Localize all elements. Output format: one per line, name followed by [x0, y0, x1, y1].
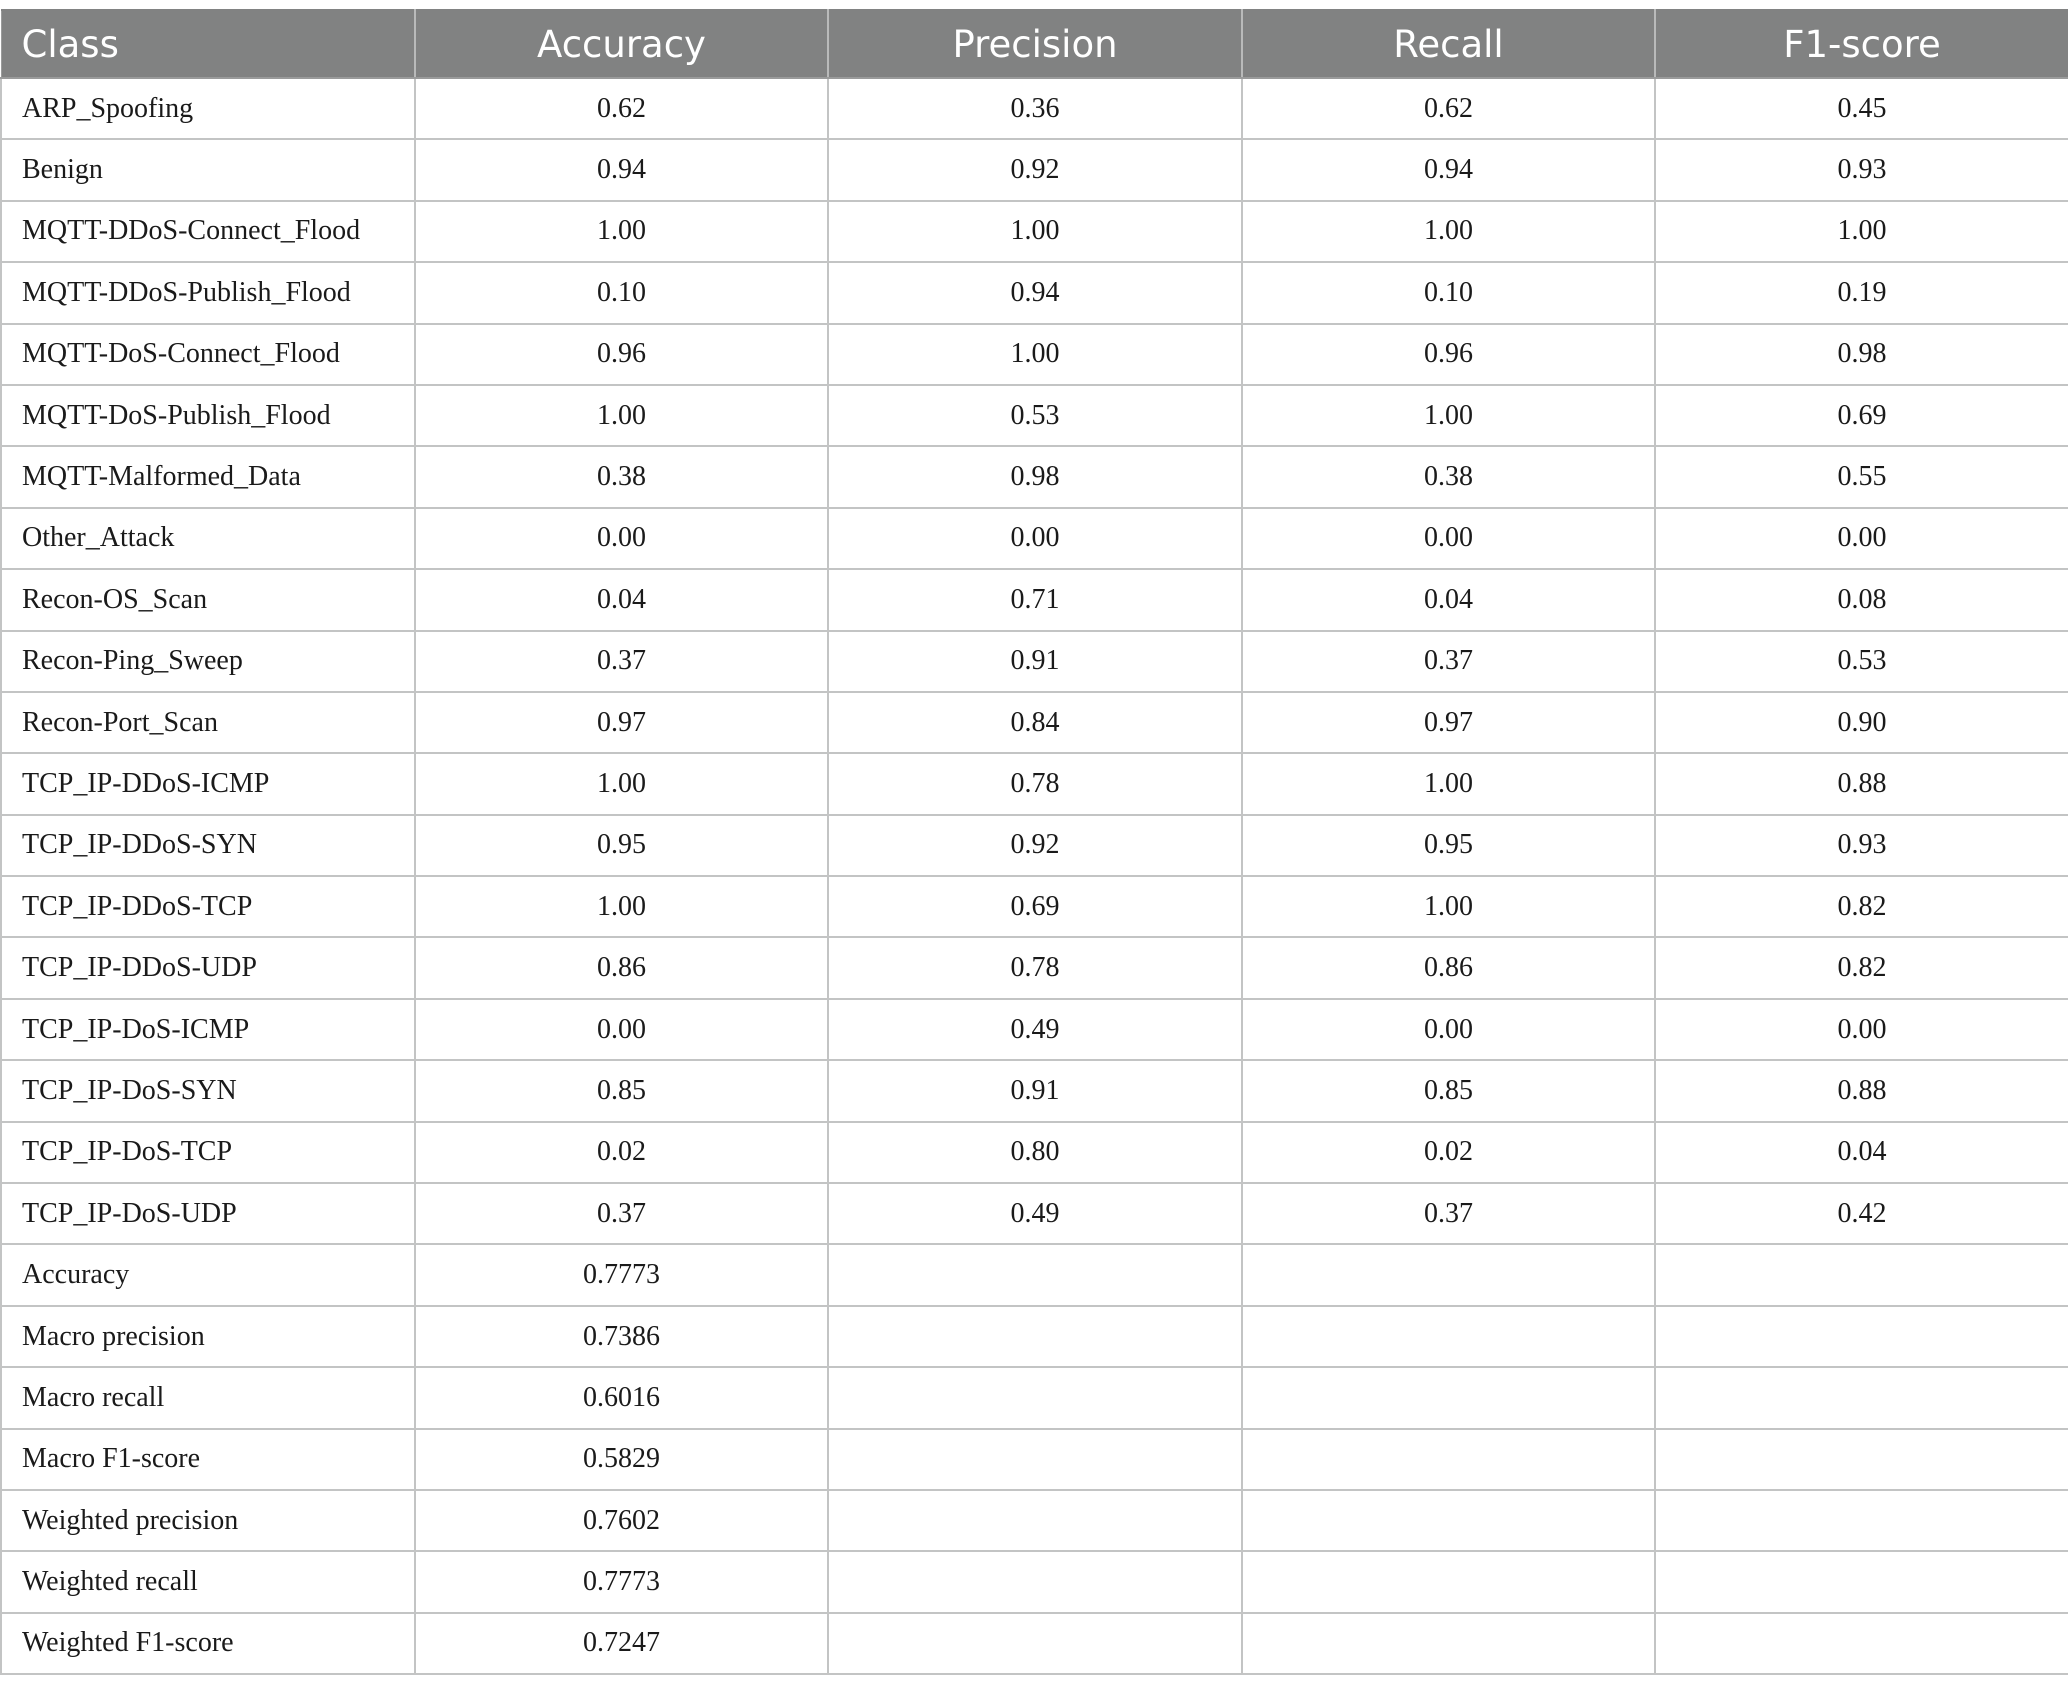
f1-score-cell: 0.93 — [1655, 139, 2068, 200]
f1-score-cell: 0.93 — [1655, 815, 2068, 876]
table-row — [1, 1429, 2068, 1490]
f1-score-cell: 0.19 — [1655, 262, 2068, 323]
accuracy-cell: 0.37 — [415, 631, 828, 692]
class-cell: Benign — [1, 139, 415, 200]
recall-cell: 0.94 — [1242, 139, 1655, 200]
f1-score-cell: 0.53 — [1655, 631, 2068, 692]
recall-cell: 0.37 — [1242, 631, 1655, 692]
accuracy-cell: 0.7602 — [415, 1490, 828, 1551]
accuracy-cell: 0.95 — [415, 815, 828, 876]
precision-cell — [828, 1551, 1242, 1612]
recall-cell — [1242, 1367, 1655, 1428]
table-row — [1, 1613, 2068, 1674]
recall-cell — [1242, 1306, 1655, 1367]
class-cell: MQTT-DDoS-Publish_Flood — [1, 262, 415, 323]
table-row — [1, 1060, 2068, 1121]
f1-score-cell: 0.90 — [1655, 692, 2068, 753]
f1-score-cell: 1.00 — [1655, 201, 2068, 262]
class-cell: TCP_IP-DoS-TCP — [1, 1122, 415, 1183]
class-cell: Recon-Ping_Sweep — [1, 631, 415, 692]
f1-score-cell: 0.69 — [1655, 385, 2068, 446]
class-cell: TCP_IP-DDoS-UDP — [1, 937, 415, 998]
precision-cell — [828, 1367, 1242, 1428]
precision-cell: 1.00 — [828, 324, 1242, 385]
table-row — [1, 815, 2068, 876]
accuracy-cell: 0.86 — [415, 937, 828, 998]
recall-cell: 0.00 — [1242, 999, 1655, 1060]
table-header — [1, 10, 2068, 78]
accuracy-cell: 0.7773 — [415, 1551, 828, 1612]
f1-score-cell: 0.04 — [1655, 1122, 2068, 1183]
precision-cell: 0.91 — [828, 631, 1242, 692]
recall-cell: 0.02 — [1242, 1122, 1655, 1183]
metrics-table — [0, 9, 2068, 1675]
precision-cell: 0.94 — [828, 262, 1242, 323]
table-row — [1, 78, 2068, 139]
f1-score-cell: 0.82 — [1655, 937, 2068, 998]
class-cell: TCP_IP-DoS-ICMP — [1, 999, 415, 1060]
table-body — [1, 78, 2068, 1674]
f1-score-cell: 0.88 — [1655, 1060, 2068, 1121]
class-cell: Accuracy — [1, 1244, 415, 1305]
precision-cell — [828, 1613, 1242, 1674]
accuracy-cell: 0.38 — [415, 446, 828, 507]
class-cell: MQTT-DoS-Connect_Flood — [1, 324, 415, 385]
precision-cell: 0.98 — [828, 446, 1242, 507]
table-row — [1, 1183, 2068, 1244]
f1-score-cell: 0.00 — [1655, 508, 2068, 569]
f1-score-cell — [1655, 1613, 2068, 1674]
accuracy-cell: 0.62 — [415, 78, 828, 139]
table-row — [1, 1244, 2068, 1305]
class-cell: TCP_IP-DoS-SYN — [1, 1060, 415, 1121]
recall-cell — [1242, 1551, 1655, 1612]
table-row — [1, 201, 2068, 262]
table-row — [1, 999, 2068, 1060]
class-cell: ARP_Spoofing — [1, 78, 415, 139]
header-f1-score: F1-score — [1655, 10, 2068, 78]
f1-score-cell: 0.42 — [1655, 1183, 2068, 1244]
table-row — [1, 1367, 2068, 1428]
class-cell: Macro recall — [1, 1367, 415, 1428]
recall-cell: 0.37 — [1242, 1183, 1655, 1244]
accuracy-cell: 0.96 — [415, 324, 828, 385]
header-recall: Recall — [1242, 10, 1655, 78]
accuracy-cell: 0.97 — [415, 692, 828, 753]
class-cell: Other_Attack — [1, 508, 415, 569]
precision-cell: 0.91 — [828, 1060, 1242, 1121]
accuracy-cell: 0.00 — [415, 508, 828, 569]
table-row — [1, 139, 2068, 200]
f1-score-cell: 0.55 — [1655, 446, 2068, 507]
precision-cell: 0.49 — [828, 999, 1242, 1060]
precision-cell: 0.36 — [828, 78, 1242, 139]
f1-score-cell — [1655, 1551, 2068, 1612]
class-cell: TCP_IP-DDoS-ICMP — [1, 753, 415, 814]
class-cell: Macro F1-score — [1, 1429, 415, 1490]
class-cell: Weighted F1-score — [1, 1613, 415, 1674]
accuracy-cell: 0.7386 — [415, 1306, 828, 1367]
accuracy-cell: 0.6016 — [415, 1367, 828, 1428]
precision-cell — [828, 1490, 1242, 1551]
table-row — [1, 631, 2068, 692]
accuracy-cell: 0.37 — [415, 1183, 828, 1244]
header-class: Class — [1, 10, 415, 78]
precision-cell: 1.00 — [828, 201, 1242, 262]
table-row — [1, 1551, 2068, 1612]
table-row — [1, 1306, 2068, 1367]
class-cell: TCP_IP-DDoS-SYN — [1, 815, 415, 876]
recall-cell: 0.86 — [1242, 937, 1655, 998]
f1-score-cell: 0.88 — [1655, 753, 2068, 814]
accuracy-cell: 0.94 — [415, 139, 828, 200]
precision-cell: 0.49 — [828, 1183, 1242, 1244]
precision-cell: 0.92 — [828, 815, 1242, 876]
precision-cell — [828, 1244, 1242, 1305]
table-row — [1, 753, 2068, 814]
table-row — [1, 508, 2068, 569]
recall-cell: 0.00 — [1242, 508, 1655, 569]
accuracy-cell: 0.7247 — [415, 1613, 828, 1674]
accuracy-cell: 0.10 — [415, 262, 828, 323]
accuracy-cell: 0.7773 — [415, 1244, 828, 1305]
accuracy-cell: 1.00 — [415, 753, 828, 814]
table-row — [1, 446, 2068, 507]
recall-cell — [1242, 1613, 1655, 1674]
recall-cell: 0.96 — [1242, 324, 1655, 385]
table-row — [1, 937, 2068, 998]
recall-cell: 1.00 — [1242, 876, 1655, 937]
header-precision: Precision — [828, 10, 1242, 78]
recall-cell: 0.85 — [1242, 1060, 1655, 1121]
recall-cell: 0.97 — [1242, 692, 1655, 753]
f1-score-cell: 0.00 — [1655, 999, 2068, 1060]
accuracy-cell: 1.00 — [415, 876, 828, 937]
f1-score-cell — [1655, 1367, 2068, 1428]
f1-score-cell — [1655, 1306, 2068, 1367]
f1-score-cell — [1655, 1429, 2068, 1490]
recall-cell: 0.95 — [1242, 815, 1655, 876]
class-cell: Macro precision — [1, 1306, 415, 1367]
class-cell: Weighted precision — [1, 1490, 415, 1551]
table-row — [1, 1490, 2068, 1551]
precision-cell: 0.78 — [828, 753, 1242, 814]
precision-cell: 0.00 — [828, 508, 1242, 569]
accuracy-cell: 0.85 — [415, 1060, 828, 1121]
precision-cell — [828, 1306, 1242, 1367]
recall-cell — [1242, 1490, 1655, 1551]
precision-cell: 0.78 — [828, 937, 1242, 998]
precision-cell: 0.84 — [828, 692, 1242, 753]
accuracy-cell: 0.02 — [415, 1122, 828, 1183]
recall-cell: 1.00 — [1242, 385, 1655, 446]
header-accuracy: Accuracy — [415, 10, 828, 78]
class-cell: TCP_IP-DDoS-TCP — [1, 876, 415, 937]
accuracy-cell: 0.00 — [415, 999, 828, 1060]
recall-cell — [1242, 1429, 1655, 1490]
f1-score-cell: 0.98 — [1655, 324, 2068, 385]
f1-score-cell: 0.45 — [1655, 78, 2068, 139]
f1-score-cell: 0.08 — [1655, 569, 2068, 630]
accuracy-cell: 0.04 — [415, 569, 828, 630]
recall-cell: 0.38 — [1242, 446, 1655, 507]
precision-cell: 0.71 — [828, 569, 1242, 630]
f1-score-cell — [1655, 1490, 2068, 1551]
class-cell: Recon-OS_Scan — [1, 569, 415, 630]
precision-cell — [828, 1429, 1242, 1490]
recall-cell: 1.00 — [1242, 201, 1655, 262]
precision-cell: 0.69 — [828, 876, 1242, 937]
table-row — [1, 1122, 2068, 1183]
table-row — [1, 692, 2068, 753]
precision-cell: 0.53 — [828, 385, 1242, 446]
metrics-table-container — [0, 9, 2068, 1675]
accuracy-cell: 1.00 — [415, 201, 828, 262]
precision-cell: 0.92 — [828, 139, 1242, 200]
class-cell: TCP_IP-DoS-UDP — [1, 1183, 415, 1244]
f1-score-cell — [1655, 1244, 2068, 1305]
recall-cell: 0.04 — [1242, 569, 1655, 630]
header-row — [1, 10, 2068, 78]
f1-score-cell: 0.82 — [1655, 876, 2068, 937]
recall-cell: 1.00 — [1242, 753, 1655, 814]
recall-cell: 0.62 — [1242, 78, 1655, 139]
precision-cell: 0.80 — [828, 1122, 1242, 1183]
table-row — [1, 324, 2068, 385]
class-cell: Recon-Port_Scan — [1, 692, 415, 753]
table-row — [1, 385, 2068, 446]
accuracy-cell: 1.00 — [415, 385, 828, 446]
table-row — [1, 262, 2068, 323]
recall-cell — [1242, 1244, 1655, 1305]
class-cell: MQTT-DDoS-Connect_Flood — [1, 201, 415, 262]
class-cell: MQTT-Malformed_Data — [1, 446, 415, 507]
class-cell: MQTT-DoS-Publish_Flood — [1, 385, 415, 446]
table-row — [1, 569, 2068, 630]
recall-cell: 0.10 — [1242, 262, 1655, 323]
accuracy-cell: 0.5829 — [415, 1429, 828, 1490]
class-cell: Weighted recall — [1, 1551, 415, 1612]
table-row — [1, 876, 2068, 937]
